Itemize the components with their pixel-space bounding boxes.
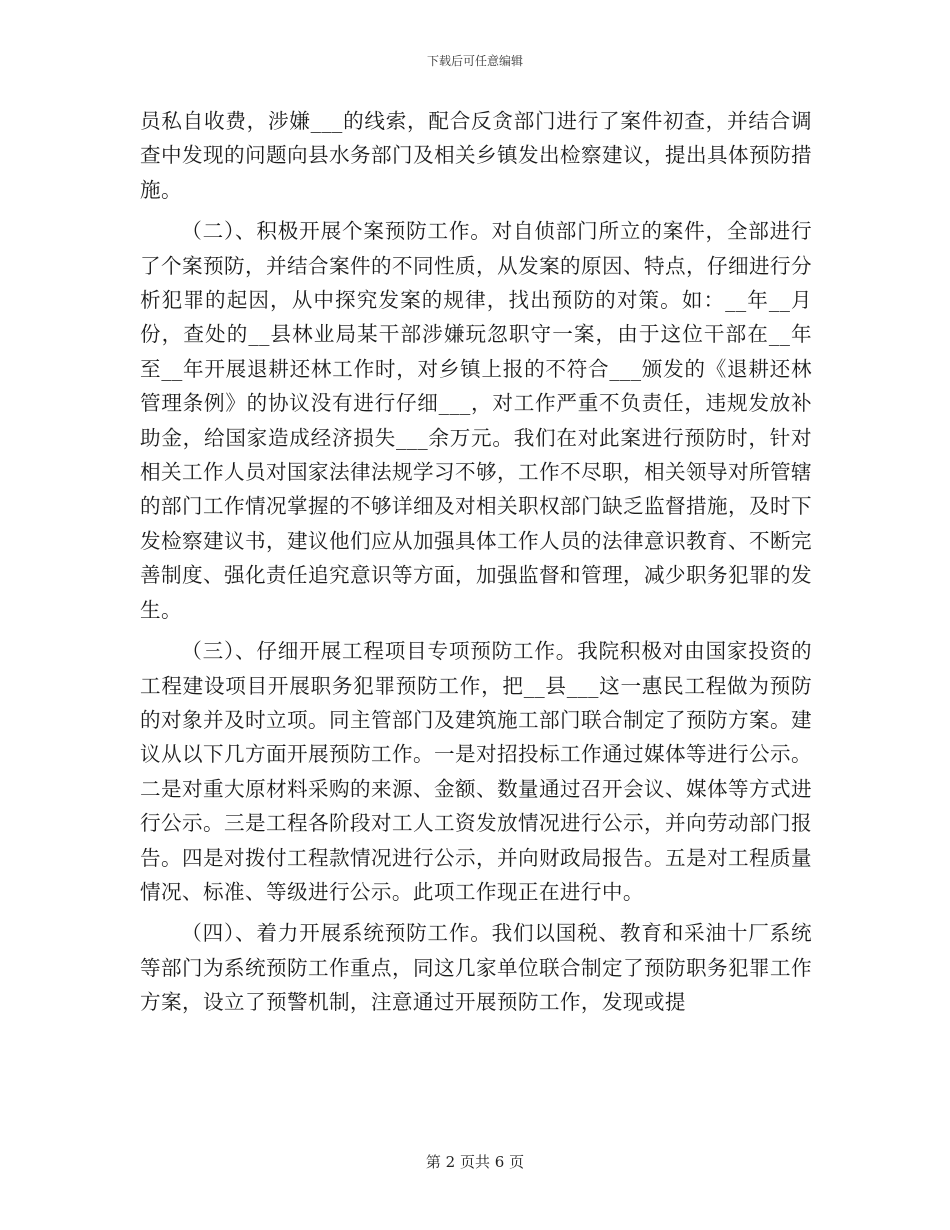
document-body: [140, 104, 812, 1027]
page-header: 下载后可任意编辑: [426, 54, 523, 68]
paragraph-continuation: 员私自收费，涉嫌___的线索，配合反贪部门进行了案件初查，并结合调查中发现的问题向县水务部门及相关乡镇发出检察建议，提出具体预防措施。: [140, 109, 812, 202]
page-footer: 第 2 页共 6 页: [425, 1153, 525, 1171]
paragraph-project-prevention: （三）、仔细开展工程项目专项预防工作。我院积极对由国家投资的工程建设项目开展职务犯罪预防工作，把__县___这一惠民工程做为预防的对象并及时立项。同主管部门及建筑施工部门联合制定了预防方案。建议从以下几方面开展预防工作。一是对招投标工作通过媒体等进行公示。二是对重大原材料采购的来源、金额、数量通过召开会议、媒体等方式进行公示。三是工程各阶段对工人工资发放情况进行公示，并向劳动部门报告。四是对拨付工程款情况进行公示，并向财政局报告。五是对工程质量情况、标准、等级进行公示。此项工作现正在进行中。: [140, 639, 812, 904]
paragraph-case-prevention: （二）、积极开展个案预防工作。对自侦部门所立的案件，全部进行了个案预防，并结合案件的不同性质，从发案的原因、特点，仔细进行分析犯罪的起因，从中探究发案的规律，找出预防的对策。如：__年__月份，查处的__县林业局某干部涉嫌玩忽职守一案，由于这位干部在__年至__年开展退耕还林工作时，对乡镇上报的不符合___颁发的《退耕还林管理条例》的协议没有进行仔细___，对工作严重不负责任，违规发放补助金，给国家造成经济损失___余万元。我们在对此案进行预防时，针对相关工作人员对国家法律法规学习不够，工作不尽职，相关领导对所管辖的部门工作情况掌握的不够详细及对相关职权部门缺乏监督措施，及时下发检察建议书，建议他们应从加强具体工作人员的法律意识教育、不断完善制度、强化责任追究意识等方面，加强监督和管理，减少职务犯罪的发生。: [140, 219, 812, 622]
paragraph-system-prevention: （四）、着力开展系统预防工作。我们以国税、教育和采油十厂系统等部门为系统预防工作重点，同这几家单位联合制定了预防职务犯罪工作方案，设立了预警机制，注意通过开展预防工作，发现或提: [140, 921, 812, 1015]
